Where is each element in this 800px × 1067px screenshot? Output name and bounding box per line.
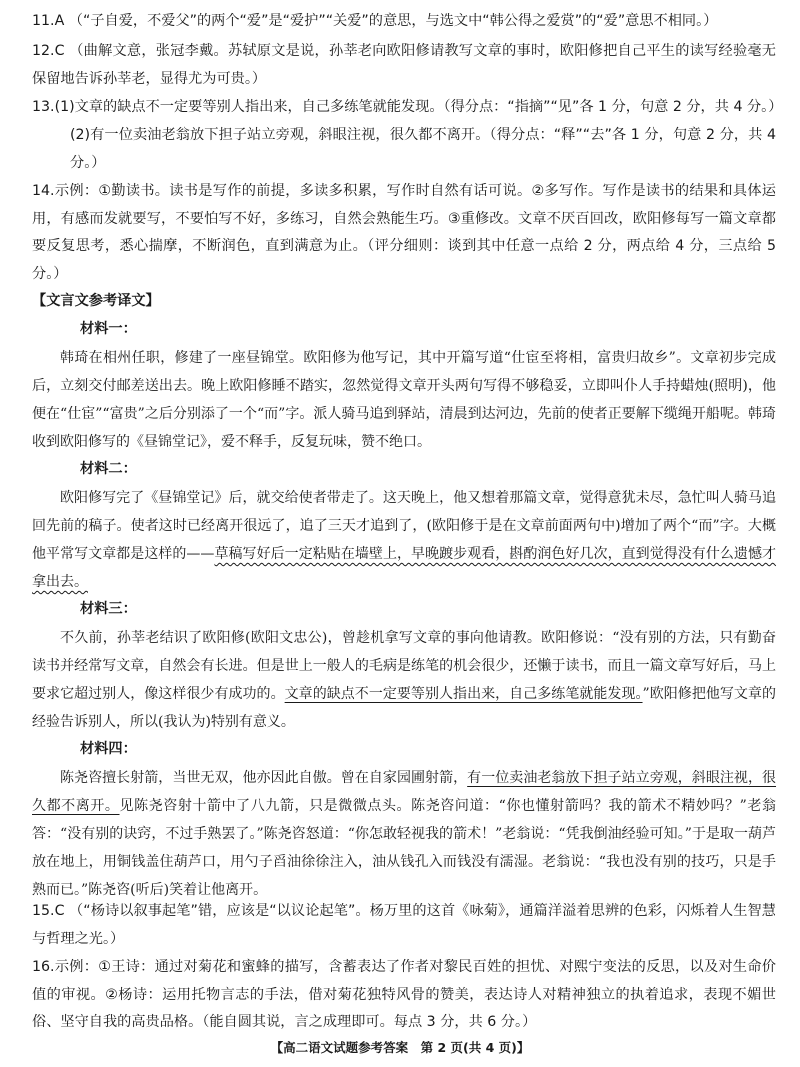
answer-14: 14.示例：①勤读书。读书是写作的前提，多读多积累，写作时自然有话可说。②多写作。写作是读书的结果和具体运用，有感而发就要写，不要怕写不好，多练习，自然会熟能生巧。③重修改。文章不厌百回改，欧阳修每写一篇文章都要反复思考，悉心揣摩，不断润色，直到满意为止。（评分细则：谈到其中任意一点给 2 分，两点给 4 分，三点给 5 分。） bbox=[32, 183, 776, 282]
material-4-text-c: 见陈尧咨射十箭中了八九箭，只是微微点头。陈尧咨问道：“你也懂射箭吗？我的箭术不精妙吗？”老翁答：“没有别的诀窍，不过手熟罢了。”陈尧咨怒道：“你怎敢轻视我的箭术！”老翁说：“凭我倒油经验可知。”于是取一葫芦放在地上，用铜钱盖住葫芦口，用勺子舀油徐徐注入，油从钱孔入而钱没有濡湿。老翁说：“我也没有别的技巧，只是手熟而已。”陈尧咨(听后)笑着让他离开。 bbox=[32, 798, 777, 898]
material-4-text bbox=[32, 764, 776, 904]
answer-16: 16.示例：①王诗：通过对菊花和蜜蜂的描写，含蓄表达了作者对黎民百姓的担忧、对熙宁变法的反思，以及对生命价值的审视。②杨诗：运用托物言志的手法，借对菊花独特风骨的赞美，表达诗人对精神独立的执着追求，表现不媚世俗、坚守自我的高贵品格。（能自圆其说，言之成理即可。每点 3 分，共 6 分。） bbox=[32, 959, 776, 1030]
section-heading: 【文言文参考译文】 bbox=[32, 293, 160, 309]
answer-11: 11.A （“子自爱，不爱父”的两个“爱”是“爱护”“关爱”的意思，与选文中“韩公得之爱赏”的“爱”意思不相同。） bbox=[32, 13, 718, 29]
material-3-text-c: ”欧阳修把他写文章的经验告诉别人，所以(我认为)特别有意义。 bbox=[32, 686, 776, 730]
answer-13-2: (2)有一位卖油老翁放下担子站立旁观，斜眼注视，很久都不离开。（得分点：“释”“去”各 1 分，句意 2 分，共 4 分。） bbox=[70, 127, 776, 171]
answer-13-1: 13.(1)文章的缺点不一定要等别人指出来，自己多练笔就能发现。（得分点：“指摘”“见”各 1 分，句意 2 分，共 4 分。） bbox=[32, 99, 783, 115]
material-2-text-a: 欧阳修写完了《昼锦堂记》后，就交给使者带走了。这天晚上，他又想着那篇文章，觉得意犹未尽，急忙叫人骑马追回先前的稿子。使者这时已经离开很远了，追了三天才追到了，(欧阳修于是在文章前面两句中)增加了两个“而”字。大概他平常写文章都是这样的—— bbox=[32, 490, 776, 562]
material-3-text-a: 不久前，孙莘老结识了欧阳修(欧阳文忠公)，曾趁机拿写文章的事向他请教。欧阳修说：“没有别的方法，只有勤奋读书并经常写文章，自然会有长进。但是世上一般人的毛病是练笔的机会很少，还懒于读书，而且一篇文章写好后，马上要求它超过别人，像这样很少有成功的。 bbox=[32, 630, 776, 702]
material-3-underlined: 文章的缺点不一定要等别人指出来，自己多练笔就能发现。 bbox=[284, 686, 643, 702]
material-3-text bbox=[32, 624, 776, 736]
material-1-text: 韩琦在相州任职，修建了一座昼锦堂。欧阳修为他写记，其中开篇写道“仕宦至将相，富贵归故乡”。文章初步完成后，立刻交付邮差送出去。晚上欧阳修睡不踏实，忽然觉得文章开头两句写得不够稳妥，立即叫仆人手持蜡烛(照明)，他便在“仕宦”“富贵”之后分别添了一个“而”字。派人骑马追到驿站，清晨到达河边，先前的使者正要解下缆绳开船呢。韩琦收到欧阳修写的《昼锦堂记》，爱不释手，反复玩味，赞不绝口。 bbox=[32, 350, 776, 450]
material-4-label: 材料四： bbox=[80, 741, 137, 757]
page-footer: 【高二语文试题参考答案 第 2 页(共 4 页)】 bbox=[270, 1040, 530, 1055]
material-3-label: 材料三： bbox=[80, 601, 137, 617]
material-2-text bbox=[32, 484, 776, 596]
material-2-underlined: 草稿写好后一定粘贴在墙壁上，早晚踱步观看，斟酌润色好几次，直到觉得没有什么遗憾才拿出去。 bbox=[32, 546, 777, 590]
material-1-label: 材料一： bbox=[80, 321, 137, 337]
answer-12: 12.C （曲解文意，张冠李戴。苏轼原文是说，孙莘老向欧阳修请教写文章的事时，欧阳修把自己平生的读写经验毫无保留地告诉孙莘老，显得尤为可贵。） bbox=[32, 43, 776, 87]
material-4-underlined: 有一位卖油老翁放下担子站立旁观，斜眼注视，很久都不离开。 bbox=[32, 770, 777, 814]
material-2-label: 材料二： bbox=[80, 461, 137, 477]
material-4-text-a: 陈尧咨擅长射箭，当世无双，他亦因此自傲。曾在自家园圃射箭， bbox=[60, 770, 468, 786]
answer-15: 15.C （“杨诗以叙事起笔”错，应该是“以议论起笔”。杨万里的这首《咏菊》，通篇洋溢着思辨的色彩，闪烁着人生智慧与哲理之光。） bbox=[32, 903, 776, 947]
